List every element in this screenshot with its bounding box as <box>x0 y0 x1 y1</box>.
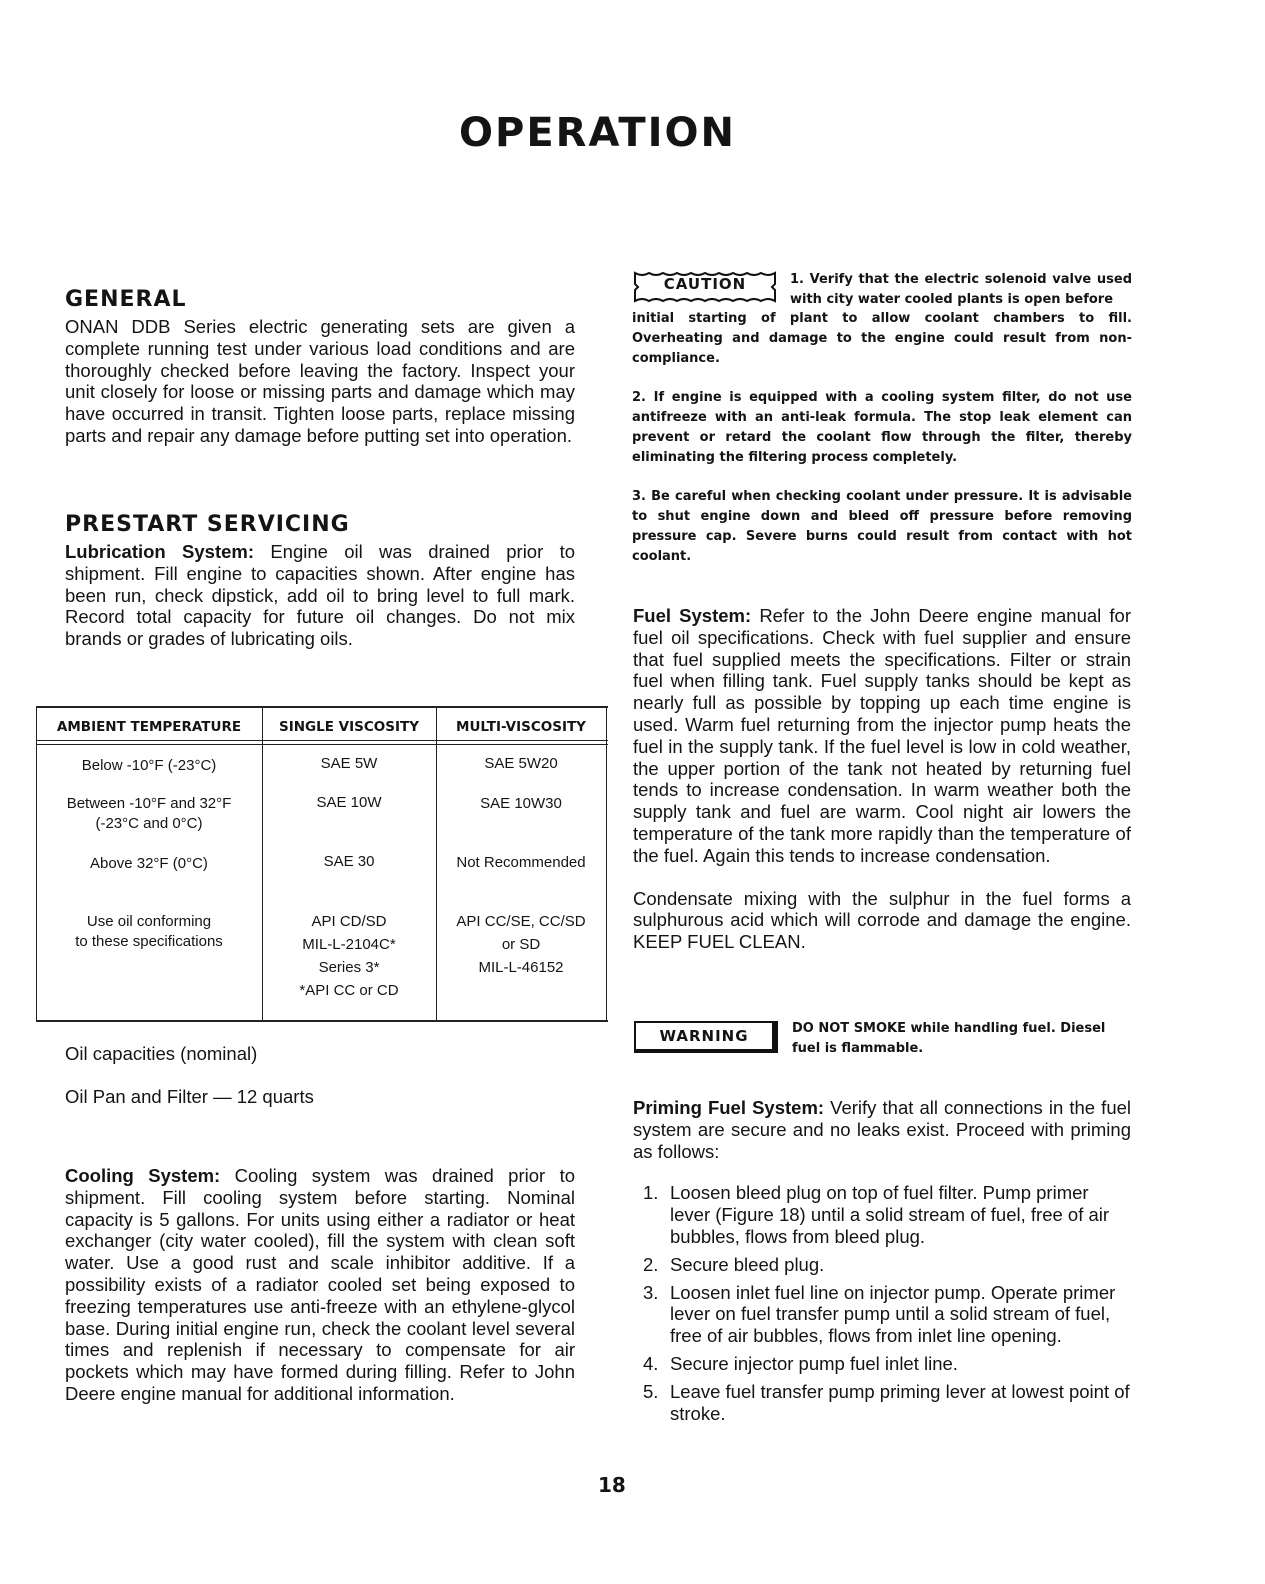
prestart-heading: PRESTART SERVICING <box>65 512 350 537</box>
priming-text: Verify that all connections in the fuel system are secure and no leaks exist. Proceed with priming as follows: <box>633 1097 1132 1162</box>
list-item: 5. Leave fuel transfer pump priming lever at lowest point of stroke. <box>643 1380 1130 1424</box>
table-cell: Use oil conforming to these specifications <box>75 913 223 950</box>
warning-text: DO NOT SMOKE while handling fuel. Diesel fuel is flammable. <box>792 1021 1106 1056</box>
fuel-label: Fuel System: <box>633 605 752 626</box>
table-header-multi: MULTI-VISCOSITY <box>456 719 586 735</box>
table-cell: Not Recommended <box>456 854 586 871</box>
table-cell: SAE 10W <box>316 794 382 811</box>
table-header-single: SINGLE VISCOSITY <box>279 719 419 735</box>
cooling-section <box>65 1165 575 1405</box>
table-cell: Below -10°F (-23°C) <box>81 757 217 774</box>
warning-banner: WARNING <box>634 1021 778 1053</box>
lubrication-text: Engine oil was drained prior to shipment. Fill engine to capacities shown. After engine has been run, check dipstick, add oil to bring level to full mark. Record total capacity for future oil changes. Do not mix brands or grades of lubricating oils. <box>65 541 575 650</box>
caution-item-1-rest: initial starting of plant to allow coolant chambers to fill. Overheating and damage to the engine could result from non-compliance. <box>632 311 1132 366</box>
table-cell: API CD/SD MIL-L-2104C* Series 3* *API CC or CD <box>299 913 399 999</box>
lubrication-label: Lubrication System: <box>65 541 254 562</box>
fuel-section <box>633 605 1131 953</box>
table-cell: SAE 5W <box>320 755 378 772</box>
caution-label: CAUTION <box>663 275 747 293</box>
general-text: ONAN DDB Series electric generating sets are given a complete running test under various load conditions and are thoroughly checked before leaving the factory. Inspect your unit closely for loose or missing parts and damage which may have occurred in transit. Tighten loose parts, replace missing parts and repair any damage before putting set into operation. <box>65 316 575 446</box>
table-cell: Above 32°F (0°C) <box>90 855 208 872</box>
oil-viscosity-table <box>36 706 608 1022</box>
page-title: OPERATION <box>459 110 736 156</box>
oil-capacity-section <box>65 1043 575 1108</box>
list-item: 2. Secure bleed plug. <box>643 1253 825 1275</box>
oil-pan-filter: Oil Pan and Filter — 12 quarts <box>65 1085 314 1107</box>
page-number: 18 <box>598 1473 626 1497</box>
caution-item-2: 2. If engine is equipped with a cooling system filter, do not use antifreeze with an anti-leak formula. The stop leak element can prevent or retard the coolant flow through the filter, thereby eliminating the filtering process completely. <box>632 390 1132 465</box>
list-item: 3. Loosen inlet fuel line on injector pump. Operate primer lever on fuel transfer pump until a solid stream of fuel, free of air bubbles, flows from inlet line opening. <box>643 1281 1116 1347</box>
cooling-label: Cooling System: <box>65 1165 221 1186</box>
general-heading: GENERAL <box>65 287 187 312</box>
caution-banner <box>632 270 782 304</box>
cooling-paragraph <box>65 1165 575 1405</box>
priming-steps <box>633 1182 1131 1424</box>
table-cell: SAE 30 <box>323 853 375 870</box>
table-cell: API CC/SE, CC/SD or SD MIL-L-46152 <box>456 913 586 976</box>
list-item: 4. Secure injector pump fuel inlet line. <box>643 1352 958 1374</box>
general-section <box>65 287 575 447</box>
fuel-paragraph <box>633 605 1131 867</box>
lubrication-paragraph <box>65 541 575 650</box>
table-header-ambient: AMBIENT TEMPERATURE <box>56 719 242 735</box>
list-item: 1. Loosen bleed plug on top of fuel filter. Pump primer lever (Figure 18) until a solid stream of fuel, free of air bubbles, flows from bleed plug. <box>643 1182 1110 1247</box>
caution-item-1-first: 1. Verify that the electric solenoid valve used with city water cooled plants is open before <box>790 272 1132 307</box>
prestart-section <box>65 512 575 650</box>
fuel-text: Refer to the John Deere engine manual for fuel oil specifications. Check with fuel supplier and ensure that fuel supplied meets the specifications. Filter or strain fuel when filling tank. Fuel supply tanks should be kept as nearly full as possible by topping up each time engine is used. Warm fuel returning from the injector pump heats the fuel in the supply tank. If the fuel level is low in cold weather, the upper portion of the tank not heated by returning fuel tends to increase condensation. In warm weather both the supply tank and fuel are warm. Cool night air lowers the temperature of the tank more rapidly than the temperature of the fuel. Again this tends to increase condensation. <box>633 605 1132 866</box>
oil-capacity-heading: Oil capacities (nominal) <box>65 1043 258 1064</box>
caution-item-3: 3. Be careful when checking coolant under pressure. It is advisable to shut engine down and bleed off pressure before removing pressure cap. Severe burns could result from contact with hot coolant. <box>632 489 1132 564</box>
cooling-text: Cooling system was drained prior to shipment. Fill cooling system before starting. Nominal capacity is 5 gallons. For units using either a radiator or heat exchanger (city water cooled), fill the system with clean soft water. Use a good rust and scale inhibitor additive. If a possibility exists of a radiator cooled set being exposed to freezing temperatures use anti-freeze with an ethylene-glycol base. During initial engine run, check the coolant level several times and replenish if necessary to compensate for air pockets which may have formed during filling. Refer to John Deere engine manual for additional information. <box>65 1165 575 1404</box>
priming-paragraph <box>633 1097 1131 1162</box>
priming-label: Priming Fuel System: <box>633 1097 825 1118</box>
condensate-paragraph: Condensate mixing with the sulphur in the fuel forms a sulphurous acid which will corrode and damage the engine. KEEP FUEL CLEAN. <box>633 887 1131 953</box>
table-cell: Between -10°F and 32°F (-23°C and 0°C) <box>66 795 232 832</box>
table-cell: SAE 5W20 <box>484 755 558 772</box>
table-cell: SAE 10W30 <box>480 795 562 812</box>
priming-section <box>633 1097 1131 1430</box>
